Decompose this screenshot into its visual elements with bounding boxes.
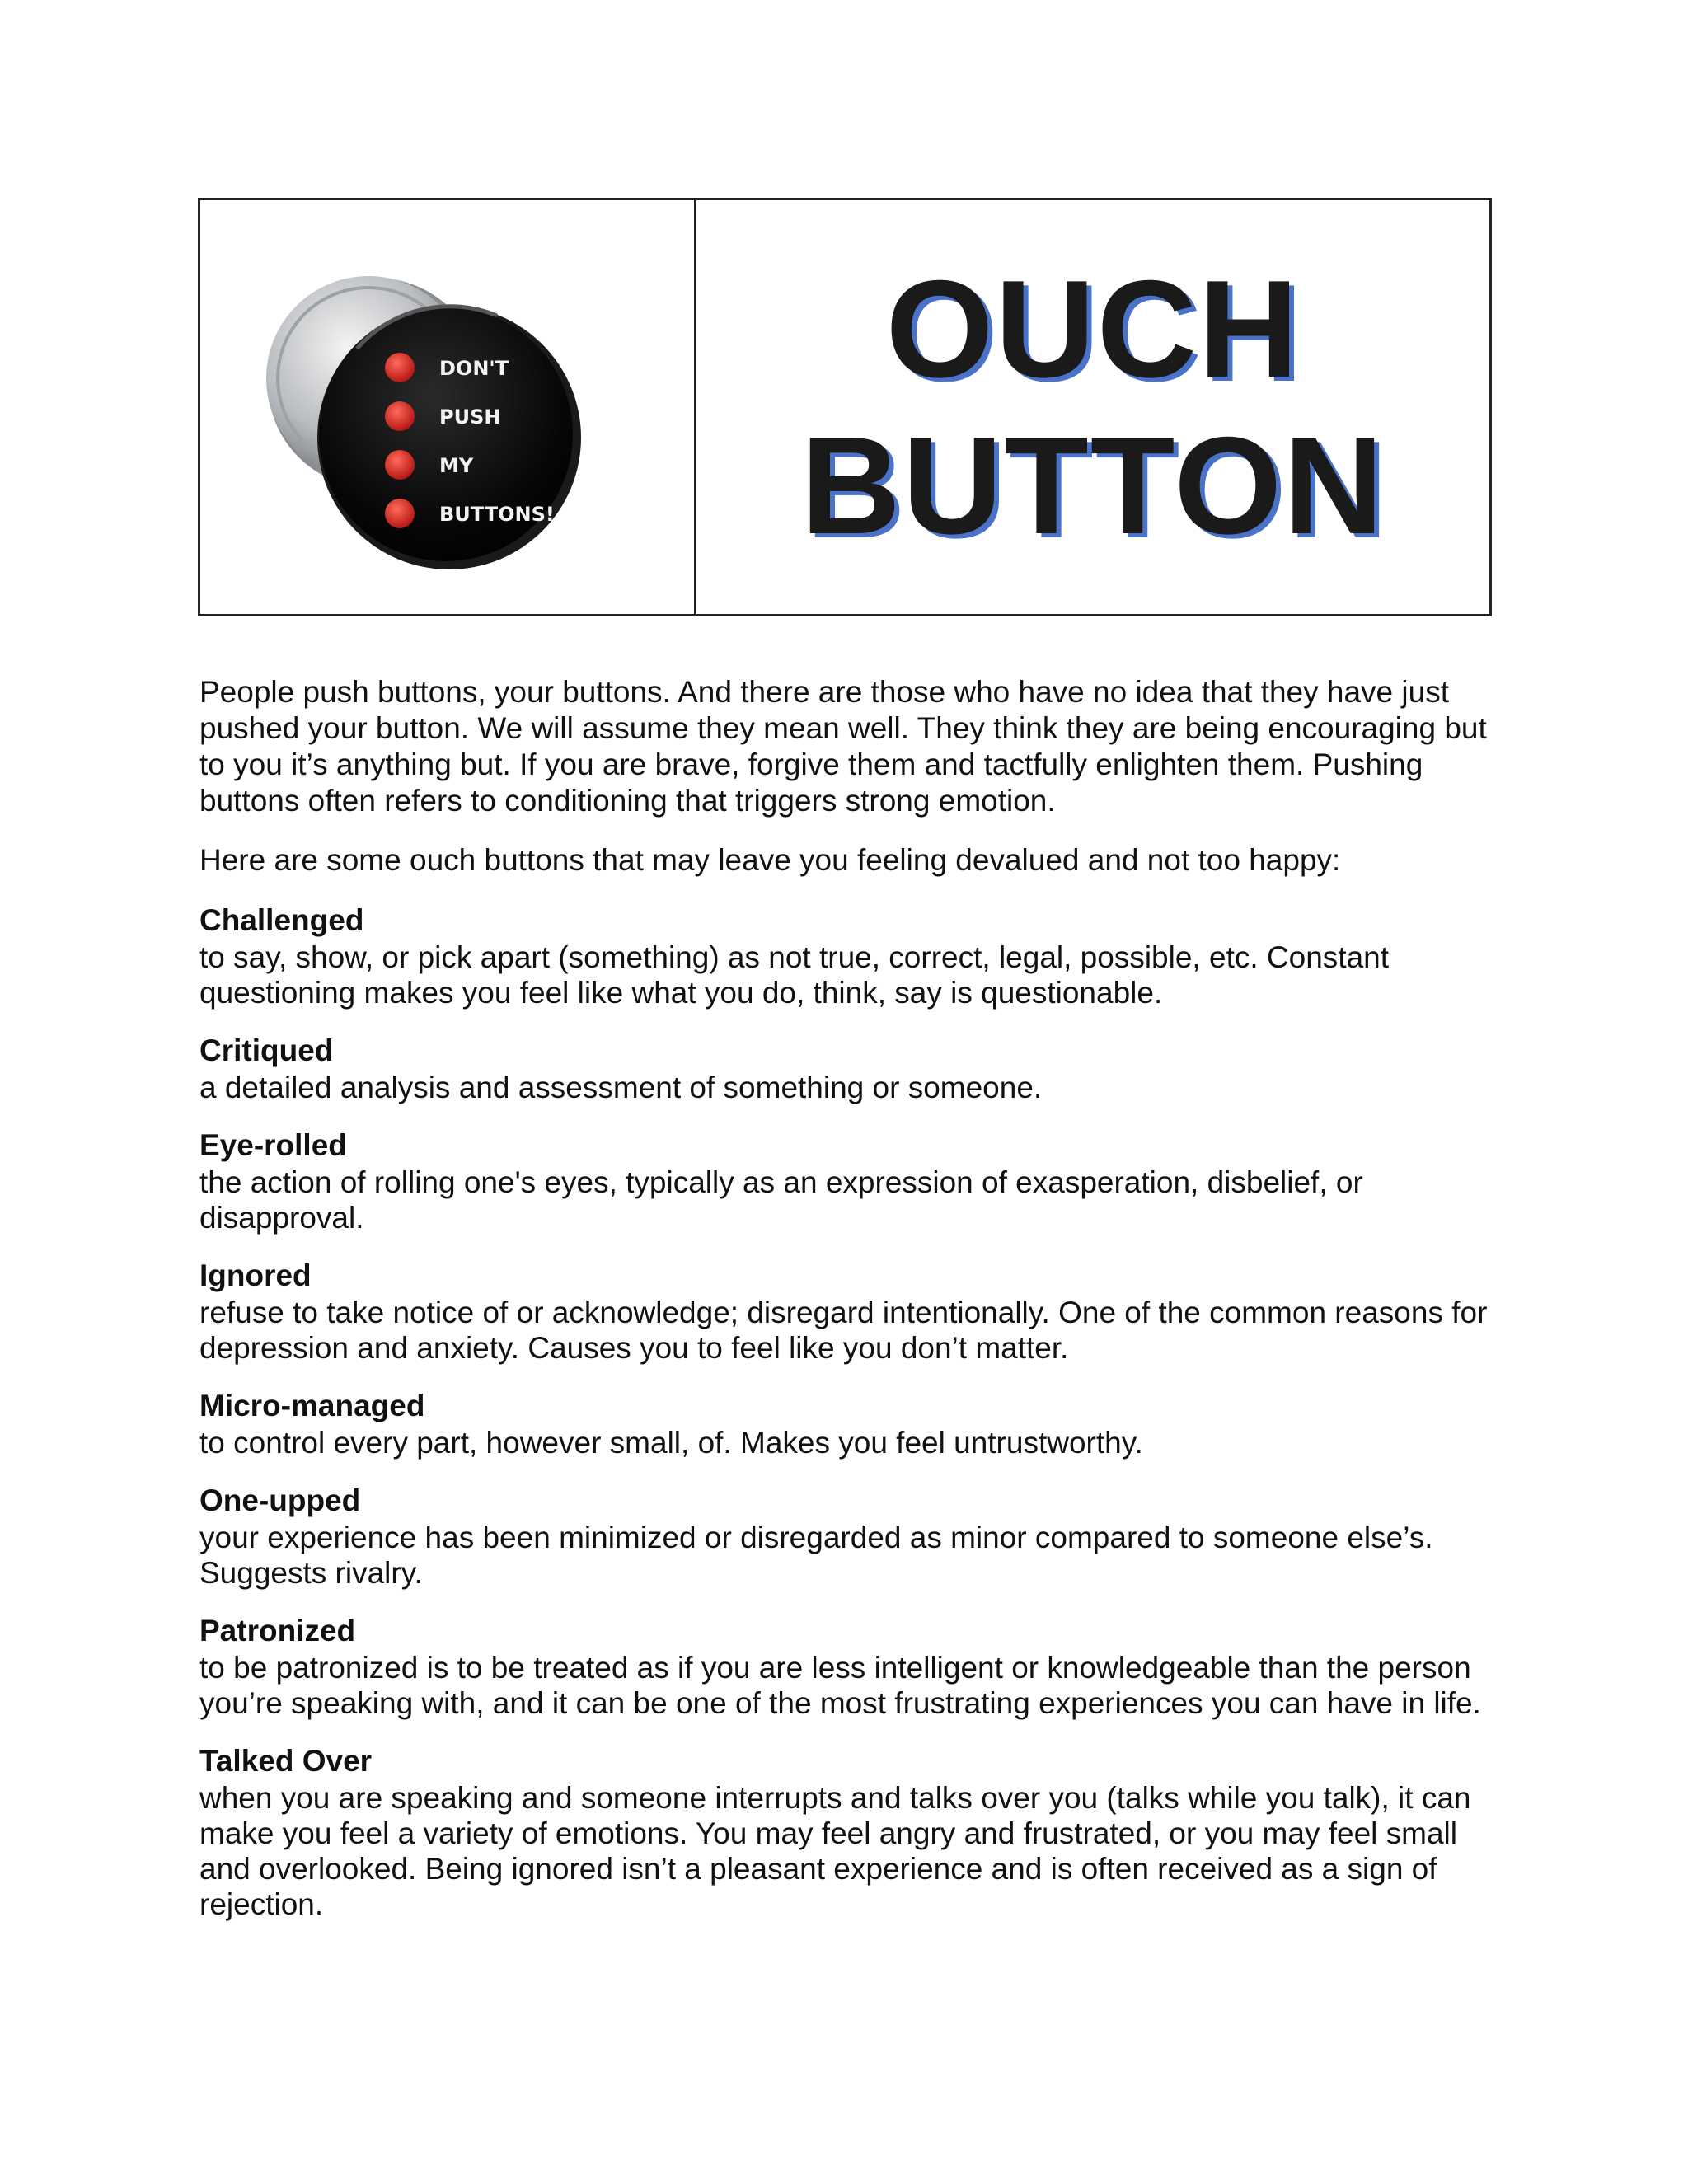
term-challenged: [199, 902, 1493, 1010]
term-title: Patronized: [199, 1614, 356, 1647]
term-title: Critiqued: [199, 1033, 334, 1067]
term-micro-managed: [199, 1387, 1493, 1460]
header-box: [198, 198, 1492, 616]
intro-paragraph: People push buttons, your buttons. And there are those who have no idea that they have just pushed your button. We will assume they mean well. They think they are being encouraging but to you it’s anything but. If you are brave, forgive them and tactfully enlighten them. Pushing buttons often refers to conditioning that triggers strong emotion.: [199, 675, 1487, 818]
intro-lead: Here are some ouch buttons that may leave you feeling devalued and not too happy:: [199, 843, 1341, 877]
term-definition: to control every part, however small, of. Makes you feel untrustworthy.: [199, 1426, 1143, 1460]
badge-red-dot: [385, 499, 415, 528]
badge-label: BUTTONS!: [439, 503, 555, 526]
term-definition: the action of rolling one's eyes, typically as an expression of exasperation, disbelief, or disapproval.: [199, 1165, 1363, 1235]
term-title: Eye-rolled: [199, 1128, 347, 1162]
title-line-1: OUCH: [885, 251, 1301, 406]
term-patronized: [199, 1612, 1493, 1721]
term-talked-over: [199, 1742, 1493, 1922]
term-title: Micro-managed: [199, 1389, 425, 1422]
badge-red-dot: [385, 401, 415, 431]
badge-red-dot: [385, 450, 415, 480]
term-definition: your experience has been minimized or disregarded as minor compared to someone else’s. Suggests rivalry.: [199, 1521, 1433, 1590]
title-line-2: BUTTON: [800, 408, 1386, 563]
term-definition: a detailed analysis and assessment of something or someone.: [199, 1071, 1043, 1104]
term-definition: when you are speaking and someone interrupts and talks over you (talks while you talk), it can make you feel a variety of emotions. You may feel angry and frustrated, or you may feel small and overlooked. Being ignored isn’t a pleasant experience and is often received as a sign of rejection.: [199, 1781, 1471, 1921]
term-title: One-upped: [199, 1483, 361, 1517]
pin-button-illustration: [200, 200, 692, 614]
term-title: Ignored: [199, 1258, 312, 1292]
button-badge-image: [200, 200, 696, 614]
term-definition: to be patronized is to be treated as if you are less intelligent or knowledgeable than the person you’re speaking with, and it can be one of the most frustrating experiences you can have in life.: [199, 1651, 1481, 1720]
term-definition: to say, show, or pick apart (something) as not true, correct, legal, possible, etc. Constant questioning makes you feel like what you do, think, say is questionable.: [199, 940, 1389, 1010]
badge-label: PUSH: [439, 405, 501, 429]
term-definition: refuse to take notice of or acknowledge; disregard intentionally. One of the common reasons for depression and anxiety. Causes you to feel like you don’t matter.: [199, 1296, 1488, 1365]
term-critiqued: [199, 1032, 1493, 1105]
term-title: Talked Over: [199, 1744, 373, 1778]
term-ignored: [199, 1257, 1493, 1366]
badge-label: MY: [439, 454, 474, 477]
title-cell: [696, 200, 1489, 614]
badge-red-dot: [385, 353, 415, 382]
term-title: Challenged: [199, 903, 364, 937]
body-text: [199, 674, 1493, 1943]
term-eye-rolled: [199, 1127, 1493, 1235]
term-one-upped: [199, 1482, 1493, 1591]
badge-label: DON'T: [439, 357, 509, 380]
